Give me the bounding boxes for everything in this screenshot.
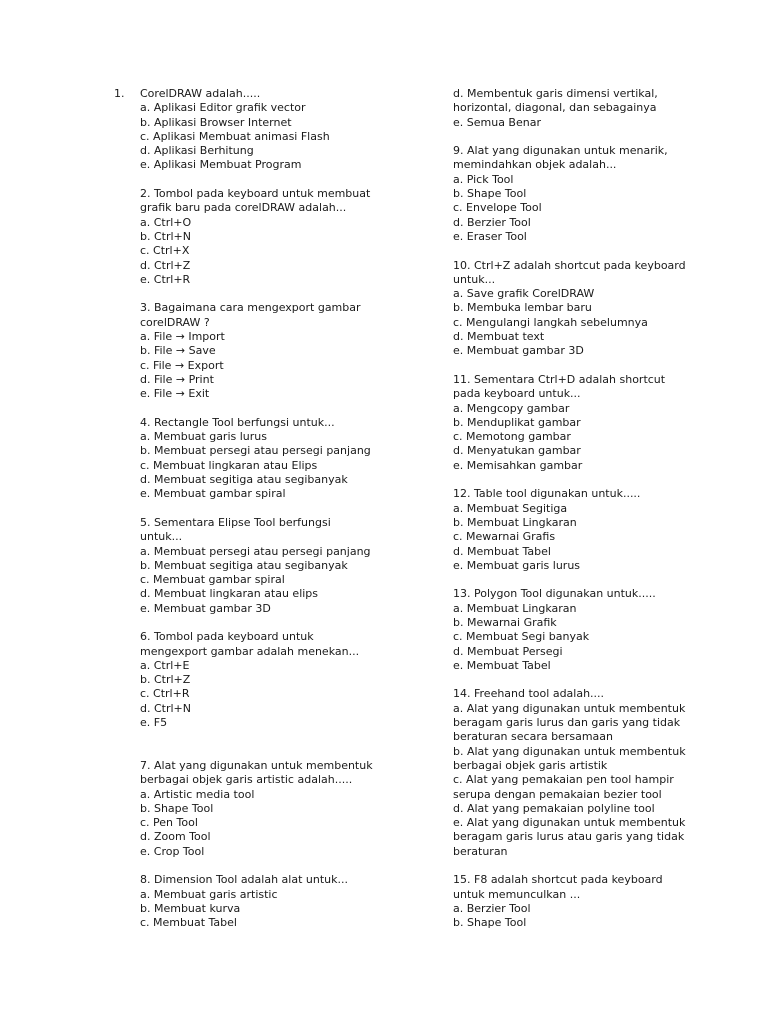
question-text: beragam garis lurus dan garis yang tidak [453, 716, 681, 730]
answer-option: b. File → Save [140, 344, 216, 358]
question-text: 13. Polygon Tool digunakan untuk..... [453, 587, 656, 601]
answer-option: a. Ctrl+E [140, 658, 190, 672]
answer-option: c. Ctrl+X [140, 244, 190, 258]
answer-option: c. Membuat lingkaran atau Elips [140, 458, 318, 472]
answer-option: a. Aplikasi Editor grafik vector [140, 101, 306, 115]
question-text: 15. F8 adalah shortcut pada keyboard [453, 873, 663, 887]
question-block [140, 416, 440, 502]
right-column [453, 87, 753, 931]
answer-option: b. Membuka lembar baru [453, 301, 592, 315]
answer-option: d. Ctrl+N [140, 701, 191, 715]
answer-option: d. Membentuk garis dimensi vertikal, [453, 87, 658, 100]
answer-option: a. Artistic media tool [140, 787, 255, 801]
answer-option: e. Ctrl+R [140, 272, 191, 286]
answer-option: e. Eraser Tool [453, 229, 527, 243]
question-text: 2. Tombol pada keyboard untuk membuat [140, 187, 371, 201]
question-block [453, 487, 753, 573]
answer-option: a. Membuat garis artistic [140, 887, 278, 901]
question-block [453, 587, 753, 673]
question-block [140, 516, 440, 616]
left-column [114, 87, 440, 931]
answer-option: c. Ctrl+R [140, 687, 190, 701]
question-block [140, 630, 440, 730]
question-text: beraturan [453, 844, 508, 858]
answer-option: d. Membuat Tabel [453, 544, 551, 558]
answer-option: d. Membuat segitiga atau segibanyak [140, 473, 348, 487]
question-text: 14. Freehand tool adalah.... [453, 687, 605, 701]
question-text: serupa dengan pemakaian bezier tool [453, 787, 662, 801]
answer-option: c. Aplikasi Membuat animasi Flash [140, 129, 330, 143]
answer-option: c. File → Export [140, 358, 224, 372]
answer-option: c. Mengulangi langkah sebelumnya [453, 315, 648, 329]
answer-option: c. Envelope Tool [453, 201, 542, 215]
question-block [453, 687, 753, 859]
answer-option: b. Membuat Lingkaran [453, 515, 577, 529]
question-text: 5. Sementara Elipse Tool berfungsi [140, 515, 331, 529]
question-text: beraturan secara bersamaan [453, 730, 613, 744]
question-text: pada keyboard untuk... [453, 387, 581, 401]
answer-option: a. Save grafik CorelDRAW [453, 287, 595, 301]
answer-option: b. Membuat segitiga atau segibanyak [140, 558, 348, 572]
answer-option: e. Membuat gambar 3D [140, 601, 271, 615]
answer-option: d. Ctrl+Z [140, 258, 191, 272]
question-text: 6. Tombol pada keyboard untuk [140, 630, 314, 644]
question-block [453, 259, 753, 359]
question-text: 4. Rectangle Tool berfungsi untuk... [140, 415, 335, 429]
question-text: 11. Sementara Ctrl+D adalah shortcut [453, 372, 666, 386]
answer-option: b. Ctrl+Z [140, 673, 191, 687]
answer-option: b. Aplikasi Browser Internet [140, 115, 292, 129]
answer-option: c. Membuat gambar spiral [140, 573, 285, 587]
answer-option: a. Membuat persegi atau persegi panjang [140, 544, 371, 558]
answer-option: d. Membuat text [453, 330, 545, 344]
answer-option: d. Membuat Persegi [453, 644, 563, 658]
answer-option: a. Berzier Tool [453, 901, 531, 915]
answer-option: c. Memotong gambar [453, 430, 571, 444]
answer-option: e. Membuat Tabel [453, 658, 551, 672]
answer-option: e. Memisahkan gambar [453, 458, 583, 472]
question-block [140, 187, 440, 287]
answer-option: a. Membuat Segitiga [453, 501, 568, 515]
question-text: 7. Alat yang digunakan untuk membentuk [140, 758, 373, 772]
question-text: 10. Ctrl+Z adalah shortcut pada keyboard [453, 258, 686, 272]
question-text: horizontal, diagonal, dan sebagainya [453, 101, 657, 115]
answer-option: e. F5 [140, 716, 168, 730]
answer-option: e. File → Exit [140, 387, 210, 401]
answer-option: a. Membuat garis lurus [140, 430, 267, 444]
answer-option: d. Menyatukan gambar [453, 444, 581, 458]
answer-option: b. Mewarnai Grafik [453, 615, 557, 629]
question-text: untuk memunculkan ... [453, 887, 581, 901]
question-block [140, 301, 440, 401]
answer-option: b. Menduplikat gambar [453, 415, 581, 429]
answer-option: a. File → Import [140, 330, 225, 344]
question-text: 8. Dimension Tool adalah alat untuk... [140, 873, 348, 887]
answer-option: b. Membuat kurva [140, 901, 241, 915]
answer-option: b. Shape Tool [453, 916, 527, 930]
question-text: mengexport gambar adalah menekan... [140, 644, 360, 658]
answer-option: c. Membuat Tabel [140, 916, 237, 930]
question-block [114, 87, 440, 173]
answer-option: b. Shape Tool [453, 187, 527, 201]
answer-option: e. Membuat gambar 3D [453, 344, 584, 358]
answer-option: b. Alat yang digunakan untuk membentuk [453, 744, 686, 758]
question-text: grafik baru pada corelDRAW adalah... [140, 201, 347, 215]
answer-option: e. Membuat gambar spiral [140, 487, 286, 501]
question-text: CorelDRAW adalah..... [140, 87, 261, 100]
question-block [453, 87, 753, 130]
answer-option: e. Alat yang digunakan untuk membentuk [453, 816, 686, 830]
answer-option: a. Mengcopy gambar [453, 401, 570, 415]
question-text: beragam garis lurus atau garis yang tidak [453, 830, 685, 844]
answer-option: d. Zoom Tool [140, 830, 211, 844]
question-text: 9. Alat yang digunakan untuk menarik, [453, 144, 668, 158]
question-text: berbagai objek garis artistic adalah..... [140, 773, 353, 787]
question-text: corelDRAW ? [140, 315, 210, 329]
question-block [453, 144, 753, 244]
question-text: untuk... [453, 272, 496, 286]
question-text: untuk... [140, 530, 183, 544]
question-block [453, 373, 753, 473]
question-block [453, 873, 753, 930]
answer-option: b. Membuat persegi atau persegi panjang [140, 444, 371, 458]
answer-option: b. Shape Tool [140, 801, 214, 815]
question-block [140, 873, 440, 930]
question-text: memindahkan objek adalah... [453, 158, 617, 172]
answer-option: e. Membuat garis lurus [453, 558, 581, 572]
answer-option: b. Ctrl+N [140, 229, 191, 243]
question-text: 12. Table tool digunakan untuk..... [453, 487, 641, 501]
answer-option: d. Membuat lingkaran atau elips [140, 587, 319, 601]
question-block [140, 759, 440, 859]
answer-option: c. Membuat Segi banyak [453, 630, 590, 644]
answer-option: a. Alat yang digunakan untuk membentuk [453, 701, 686, 715]
question-number: 1. [114, 87, 125, 100]
answer-option: d. File → Print [140, 372, 214, 386]
answer-option: c. Mewarnai Grafis [453, 530, 556, 544]
answer-option: c. Alat yang pemakaian pen tool hampir [453, 773, 674, 787]
answer-option: d. Aplikasi Berhitung [140, 144, 254, 158]
answer-option: d. Berzier Tool [453, 215, 531, 229]
question-text: berbagai objek garis artistik [453, 758, 608, 772]
answer-option: c. Pen Tool [140, 816, 198, 830]
answer-option: e. Aplikasi Membuat Program [140, 158, 302, 172]
question-text: 3. Bagaimana cara mengexport gambar [140, 301, 361, 315]
answer-option: e. Crop Tool [140, 844, 205, 858]
answer-option: a. Pick Tool [453, 172, 514, 186]
answer-option: e. Semua Benar [453, 115, 541, 129]
answer-option: a. Ctrl+O [140, 215, 192, 229]
answer-option: a. Membuat Lingkaran [453, 601, 577, 615]
answer-option: d. Alat yang pemakaian polyline tool [453, 801, 655, 815]
